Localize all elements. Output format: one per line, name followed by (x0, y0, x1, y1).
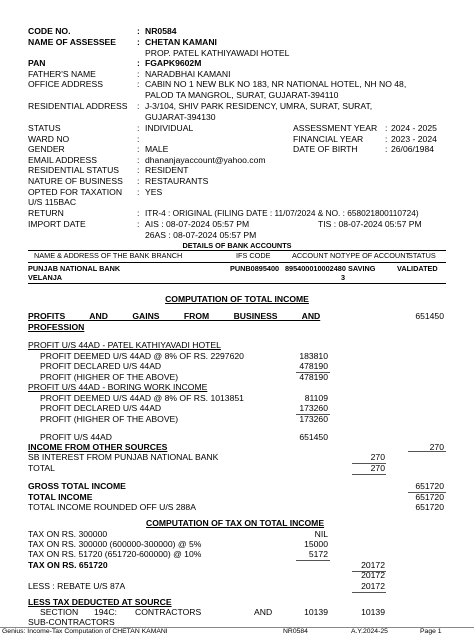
tds-val-1: 10139 (304, 607, 328, 617)
footer-ay: A.Y.2024-25 (351, 628, 388, 635)
prop-line: PROP. PATEL KATHIYAWADI HOTEL (145, 48, 290, 58)
boring-declared-val: 173260 (299, 403, 328, 413)
bank-account-1: 895400010002480 (285, 264, 346, 273)
profit-44ad: PROFIT U/S 44AD (40, 432, 112, 442)
tds-sec-word-4: AND (254, 607, 273, 617)
colon: : (385, 144, 388, 154)
colon: : (137, 176, 140, 186)
boring-deemed: PROFIT DEEMED U/S 44AD @ 8% OF RS. 1013851 (40, 393, 244, 403)
other-sources-total: 270 (429, 442, 444, 452)
resstatus-label: RESIDENTIAL STATUS (28, 165, 120, 175)
ward-label: WARD NO (28, 134, 70, 144)
resstatus-value: RESIDENT (145, 165, 189, 175)
other-sources-head: INCOME FROM OTHER SOURCES (28, 442, 168, 452)
opted-value: YES (145, 187, 163, 197)
colon: : (137, 69, 140, 79)
rebate-val: 20172 (361, 581, 385, 591)
tax-row-2-val: 15000 (304, 539, 328, 549)
fy-value: 2023 - 2024 (391, 134, 437, 144)
sb-interest-val: 270 (370, 452, 385, 462)
bank-col-status: STATUS (408, 251, 436, 260)
tds-title: LESS TAX DEDUCTED AT SOURCE (28, 597, 172, 607)
hotel-higher: PROFIT (HIGHER OF THE ABOVE) (40, 372, 179, 382)
res-line1: J-3/104, SHIV PARK RESIDENCY, UMRA, SURAT, SURAT, (145, 101, 373, 111)
dob-value: 26/06/1984 (391, 144, 435, 154)
colon: : (137, 219, 140, 229)
email-value: dhananjayaccount@yahoo.com (145, 155, 266, 165)
tds-sec-word-1: SECTION (40, 607, 79, 617)
nature-value: RESTAURANTS (145, 176, 209, 186)
boring-higher: PROFIT (HIGHER OF THE ABOVE) (40, 414, 179, 424)
rebate-label: LESS : REBATE U/S 87A (28, 581, 126, 591)
bank-rule-mid (28, 262, 446, 263)
colon: : (137, 58, 140, 68)
res-label: RESIDENTIAL ADDRESS (28, 101, 128, 111)
bank-name-2: VELANJA (28, 273, 63, 282)
bank-status: VALIDATED (397, 264, 438, 273)
hotel-head: PROFIT U/S 44AD - PATEL KATHIYAVADI HOTEL (28, 340, 221, 350)
pan-label: PAN (28, 58, 46, 68)
colon: : (137, 187, 140, 197)
father-label: FATHER'S NAME (28, 69, 96, 79)
office-label: OFFICE ADDRESS (28, 79, 103, 89)
tis-value: TIS : 08-07-2024 05:57 PM (318, 219, 422, 229)
gross-label: GROSS TOTAL INCOME (28, 481, 126, 491)
bank-type: SAVING (348, 264, 376, 273)
bank-ifsc: PUNB0895400 (230, 264, 280, 273)
boring-deemed-val: 81109 (304, 393, 328, 403)
return-label: RETURN (28, 208, 64, 218)
bank-col-name: NAME & ADDRESS OF THE BANK BRANCH (34, 251, 183, 260)
ay-label: ASSESSMENT YEAR (293, 123, 378, 133)
hotel-declared: PROFIT DECLARED U/S 44AD (40, 361, 162, 371)
bank-col-ifsc: IFS CODE (236, 251, 271, 260)
colon: : (137, 144, 140, 154)
hotel-deemed: PROFIT DEEMED U/S 44AD @ 8% OF RS. 2297620 (40, 351, 244, 361)
colon: : (385, 134, 388, 144)
nature-label: NATURE OF BUSINESS (28, 176, 123, 186)
profit-44ad-val: 651450 (299, 432, 328, 442)
status-label: STATUS (28, 123, 61, 133)
colon: : (137, 123, 140, 133)
res-line2: GUJARAT-394130 (145, 112, 216, 122)
opted-label: OPTED FOR TAXATION (28, 187, 123, 197)
pgbp-total: 651450 (415, 311, 444, 321)
office-line1: CABIN NO 1 NEW BLK NO 183, NR NATIONAL HOTEL, NH NO 48, (145, 79, 407, 89)
colon: : (385, 123, 388, 133)
office-line2: PALOD TA MANGROL, SURAT, GUJARAT-394110 (145, 90, 339, 100)
bank-account-2: 3 (341, 273, 346, 282)
dob-label: DATE OF BIRTH (293, 144, 358, 154)
footer-left: Genius: Income-Tax Computation of CHETAN KAMANI (2, 628, 168, 635)
status-value: INDIVIDUAL (145, 123, 194, 133)
rule (296, 560, 330, 561)
gross-val: 651720 (415, 481, 444, 491)
opted-label-2: U/S 115BAC (28, 197, 77, 207)
colon: : (137, 165, 140, 175)
tax-row-3-val: 5172 (308, 549, 328, 559)
code-label: CODE NO. (28, 26, 71, 36)
ti-label: TOTAL INCOME (28, 492, 93, 502)
colon: : (137, 79, 140, 89)
tax-row-2-label: TAX ON RS. 300000 (600000-300000) @ 5% (28, 539, 202, 549)
fy-label: FINANCIAL YEAR (293, 134, 364, 144)
bank-title: DETAILS OF BANK ACCOUNTS (182, 241, 292, 250)
tds-sec-word-2: 194C: (94, 607, 117, 617)
tds-sec-line-2: SUB-CONTRACTORS (28, 617, 115, 627)
tax-row-3-label: TAX ON RS. 51720 (651720-600000) @ 10% (28, 549, 202, 559)
hotel-higher-val: 478190 (299, 372, 328, 382)
pan-value: FGAPK9602M (145, 58, 202, 68)
total-label: TOTAL (28, 463, 55, 473)
colon: : (137, 26, 140, 36)
return-value: ITR-4 : ORIGINAL (FILING DATE : 11/07/2024 & NO. : 658021800110724) (145, 208, 419, 218)
footer-page: Page 1 (420, 628, 442, 635)
boring-declared: PROFIT DECLARED U/S 44AD (40, 403, 162, 413)
colon: : (137, 101, 140, 111)
rule (408, 451, 446, 452)
bank-col-type: TYPE OF ACCOUNT (341, 251, 410, 260)
bank-col-account: ACCOUNT NO. (292, 251, 343, 260)
as26-value: 26AS : 08-07-2024 05:57 PM (145, 230, 257, 240)
ti-val: 651720 (415, 492, 444, 502)
tax-row-4-val: 20172 (361, 560, 385, 570)
total-val: 270 (370, 463, 385, 473)
code-value: NR0584 (145, 26, 177, 36)
ais-value: AIS : 08-07-2024 05:57 PM (145, 219, 250, 229)
bank-rule-bottom (28, 283, 446, 284)
father-value: NARADBHAI KAMANI (145, 69, 231, 79)
colon: : (137, 37, 140, 47)
tds-sec-word-3: CONTRACTORS (135, 607, 202, 617)
tax-row-4-label: TAX ON RS. 651720 (28, 560, 108, 570)
colon: : (137, 208, 140, 218)
sb-interest: SB INTEREST FROM PUNJAB NATIONAL BANK (28, 452, 219, 462)
ay-value: 2024 - 2025 (391, 123, 437, 133)
rounded-val: 651720 (415, 502, 444, 512)
assessee-value: CHETAN KAMANI (145, 37, 217, 47)
rule (352, 592, 386, 593)
gender-label: GENDER (28, 144, 65, 154)
computation-title: COMPUTATION OF TOTAL INCOME (165, 294, 309, 304)
import-label: IMPORT DATE (28, 219, 86, 229)
tds-val-2: 10139 (361, 607, 385, 617)
gender-value: MALE (145, 144, 169, 154)
pgbp-head-2: PROFESSION (28, 322, 85, 332)
footer-code: NR0584 (283, 628, 308, 635)
hotel-declared-val: 478190 (299, 361, 328, 371)
tax-row-1-label: TAX ON RS. 300000 (28, 529, 108, 539)
email-label: EMAIL ADDRESS (28, 155, 97, 165)
rule (352, 474, 386, 475)
boring-higher-val: 173260 (299, 414, 328, 424)
boring-head: PROFIT U/S 44AD - BORING WORK INCOME (28, 382, 208, 392)
bank-name-1: PUNJAB NATIONAL BANK (28, 264, 121, 273)
tax-row-5-val: 20172 (361, 570, 385, 580)
rounded-label: TOTAL INCOME ROUNDED OFF U/S 288A (28, 502, 196, 512)
colon: : (137, 134, 140, 144)
hotel-deemed-val: 183810 (299, 351, 328, 361)
pgbp-head-1: PROFITS AND GAINS FROM BUSINESS AND (28, 311, 321, 321)
tax-title: COMPUTATION OF TAX ON TOTAL INCOME (146, 518, 325, 528)
tax-row-1-val: NIL (314, 529, 328, 539)
assessee-label: NAME OF ASSESSEE (28, 37, 117, 47)
colon: : (137, 155, 140, 165)
